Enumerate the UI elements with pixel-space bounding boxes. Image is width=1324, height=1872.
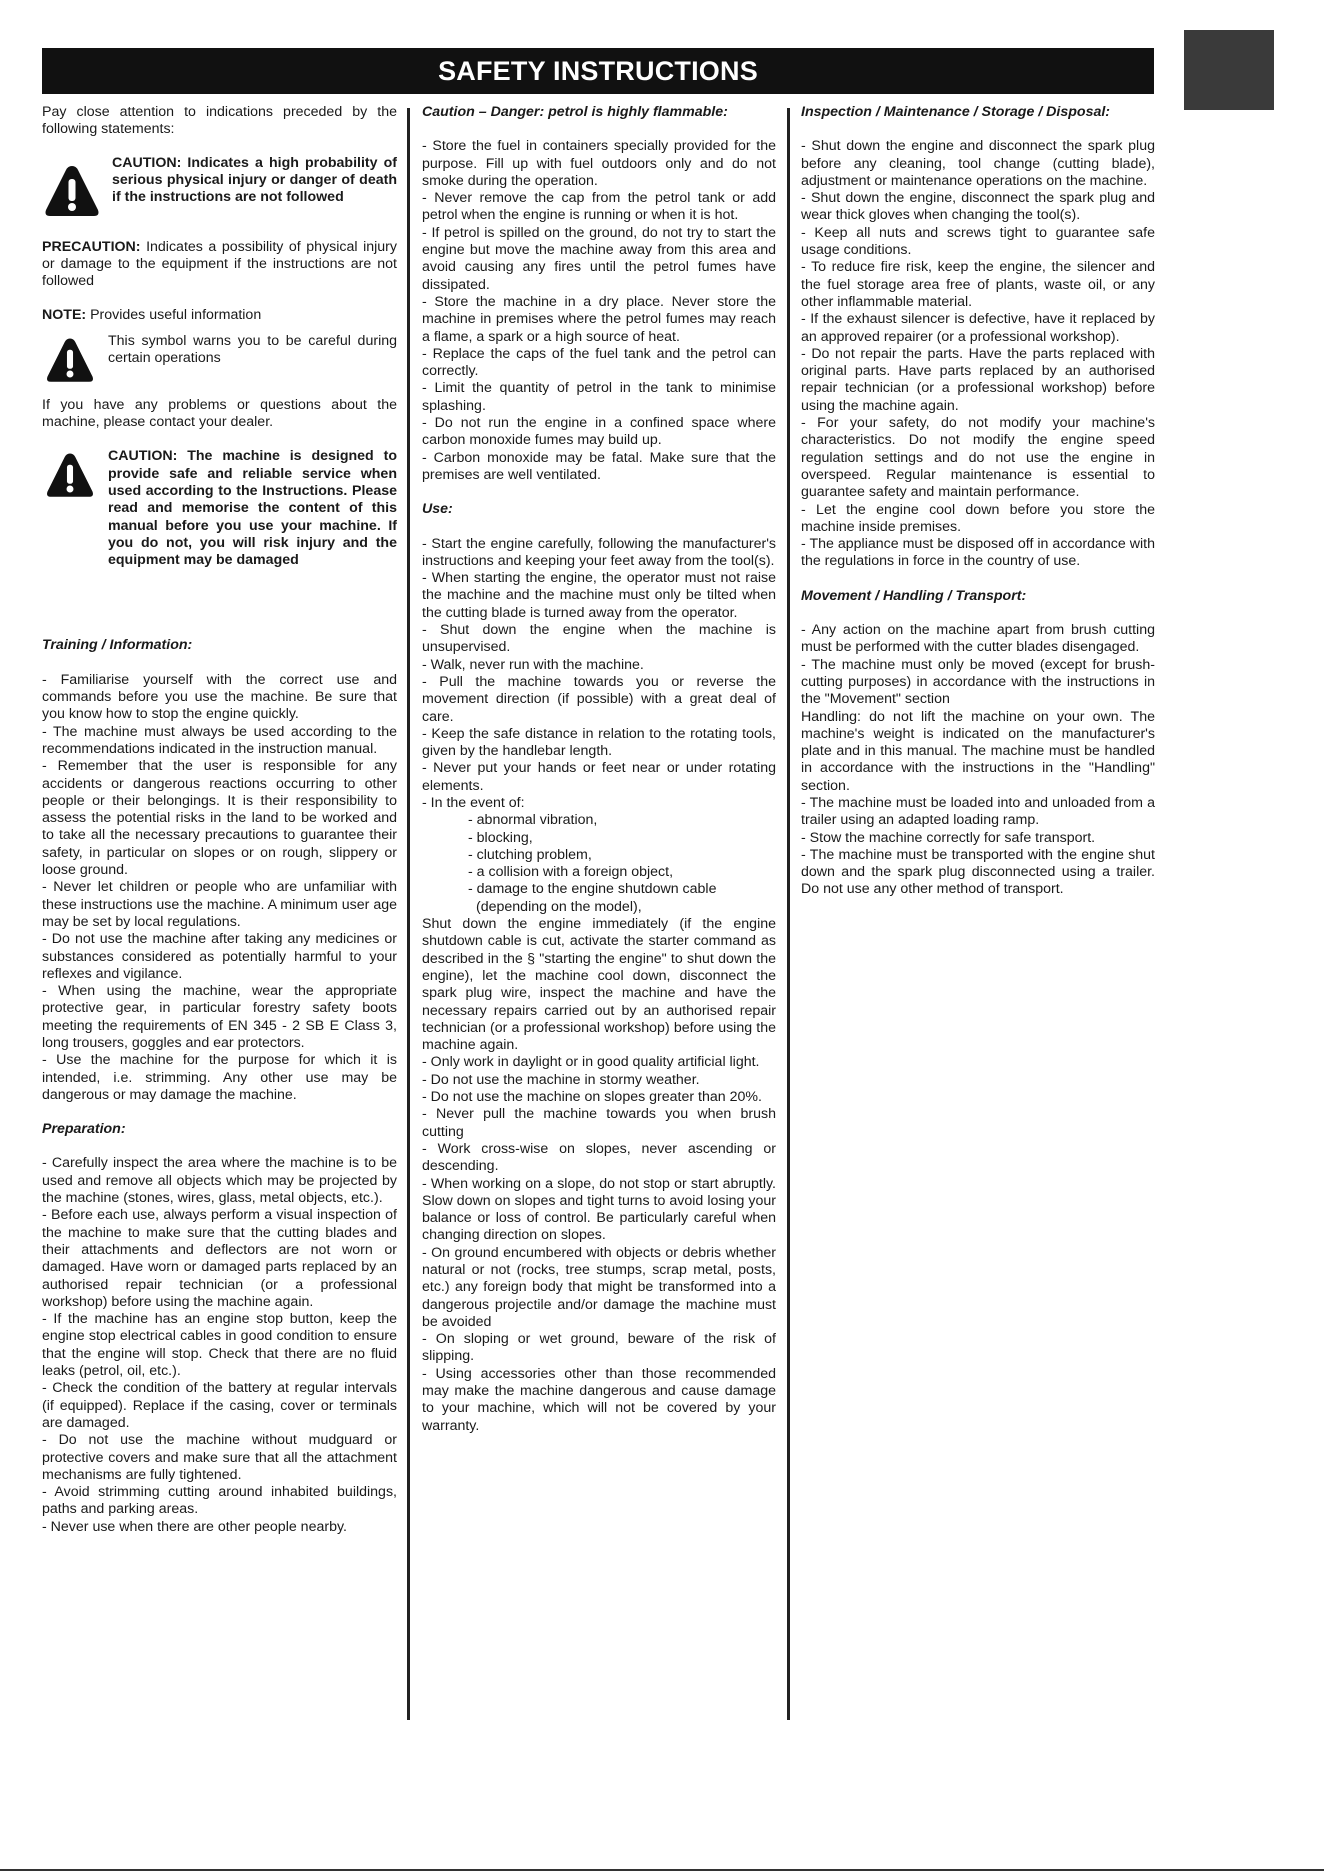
- list-item: (depending on the model),: [476, 898, 642, 915]
- list-item: - Shut down the engine, disconnect the spark plug and wear thick gloves when changing the tool(s).: [801, 190, 1155, 224]
- column-divider: [787, 108, 790, 1720]
- list-item: - When using the machine, wear the appropriate protective gear, in particular forestry safety boots meeting the requirements of EN 345 - 2 SB E Class 3, long trousers, goggles and ear protectors.: [42, 983, 397, 1051]
- list-item: - Replace the caps of the fuel tank and the petrol can correctly.: [422, 345, 776, 380]
- list-item: - blocking,: [468, 829, 533, 846]
- list-item: - For your safety, do not modify your machine's characteristics. Do not modify the engine speed regulation settings and do not use the engine in overspeed. Regular maintenance is essential to guarantee safety and maintain performance.: [801, 415, 1155, 501]
- list-item: - To reduce fire risk, keep the engine, the silencer and the fuel storage area free of plants, waste oil, or any other inflammable material.: [801, 259, 1155, 310]
- list-item: - Use the machine for the purpose for which it is intended, i.e. strimming. Any other use may be dangerous or may damage the machine.: [42, 1052, 397, 1103]
- list-item: - Check the condition of the battery at regular intervals (if equipped). Replace if the casing, cover or terminals are damaged.: [42, 1380, 397, 1431]
- list-item: - Avoid strimming cutting around inhabited buildings, paths and parking areas.: [42, 1484, 397, 1518]
- list-item: - Keep all nuts and screws tight to guarantee safe usage conditions.: [801, 224, 1155, 259]
- list-item: Handling: do not lift the machine on your own. The machine's weight is indicated on the manufacturer's plate and in this manual. The machine must be handled in accordance with the instructions in the "Handling" section.: [801, 708, 1155, 794]
- list-item: - Do not use the machine on slopes greater than 20%.: [422, 1089, 762, 1106]
- list-item: - Never pull the machine towards you when brush cutting: [422, 1106, 776, 1140]
- contact-text: If you have any problems or questions about the machine, please contact your dealer.: [42, 396, 397, 431]
- list-item: - Do not run the engine in a confined space where carbon monoxide fumes may build up.: [422, 415, 776, 449]
- precaution-label: PRECAUTION:: [42, 238, 141, 255]
- caution-text: CAUTION: Indicates a high probability of serious physical injury or danger of death if the instructions are not followed: [112, 154, 397, 206]
- list-item: - Do not use the machine without mudguard or protective covers and make sure that all the attachment mechanisms are fully tightened.: [42, 1432, 397, 1483]
- list-item: - Carbon monoxide may be fatal. Make sure that the premises are well ventilated.: [422, 449, 776, 483]
- page-bottom-border: [0, 1869, 1324, 1871]
- column-3: [801, 104, 1155, 899]
- list-item: - The machine must always be used according to the recommendations indicated in the instruction manual.: [42, 723, 397, 757]
- training-heading: Training / Information:: [42, 637, 193, 654]
- list-item: - damage to the engine shutdown cable: [468, 881, 717, 898]
- list-item: - Never remove the cap from the petrol tank or add petrol when the engine is running or when it is hot.: [422, 190, 776, 224]
- language-tab: [1184, 30, 1274, 110]
- list-item: - Shut down the engine and disconnect the spark plug before any cleaning, tool change (cutting blade), adjustment or maintenance operations on the machine.: [801, 138, 1155, 189]
- symbol-block: [42, 331, 397, 387]
- note-text: [42, 307, 397, 324]
- column-1: [42, 104, 397, 1536]
- column-divider: [407, 108, 410, 1720]
- warning-icon: [42, 450, 98, 502]
- list-item: - The machine must be transported with the engine shut down and the spark plug disconnected using a trailer. Do not use any other method of transport.: [801, 846, 1155, 898]
- list-item: - Keep the safe distance in relation to the rotating tools, given by the handlebar length.: [422, 725, 776, 760]
- list-item: - Any action on the machine apart from brush cutting must be performed with the cutter blades disengaged.: [801, 622, 1155, 656]
- list-item: - clutching problem,: [468, 846, 592, 863]
- list-item: - Shut down the engine when the machine is unsupervised.: [422, 622, 776, 656]
- list-item: - Store the fuel in containers specially provided for the purpose. Fill up with fuel outdoors only and do not smoke during the operation.: [422, 138, 776, 189]
- list-item: - When working on a slope, do not stop or start abruptly. Slow down on slopes and tight turns to avoid losing your balance or loss of control. Be particularly careful when changing direction on slopes.: [422, 1175, 776, 1244]
- list-item: - Only work in daylight or in good quality artificial light.: [422, 1054, 760, 1071]
- use-heading: Use:: [422, 501, 453, 518]
- list-item: - If the machine has an engine stop button, keep the engine stop electrical cables in good condition to ensure that the engine will stop. Check that there are no fluid leaks (petrol, oil, etc.).: [42, 1311, 397, 1380]
- precaution-description: Indicates a possibility of physical injury or damage to the equipment if the instructions are not followed: [42, 238, 397, 290]
- note-label: NOTE:: [42, 307, 87, 324]
- list-item: - In the event of:: [422, 794, 525, 811]
- warning-icon: [42, 162, 102, 222]
- intro-text: Pay close attention to indications preceded by the following statements:: [42, 104, 397, 138]
- list-item: - If the exhaust silencer is defective, have it replaced by an approved repairer (or a professional workshop).: [801, 311, 1155, 345]
- caution-block: [42, 156, 397, 222]
- petrol-heading: Caution – Danger: petrol is highly flammable:: [422, 104, 728, 120]
- list-item: - If petrol is spilled on the ground, do not try to start the engine but move the machine away from this area and avoid causing any fires until the petrol fumes have dissipated.: [422, 224, 776, 293]
- list-item: - Carefully inspect the area where the machine is to be used and remove all objects which may be projected by the machine (stones, wires, glass, metal objects, etc.).: [42, 1155, 397, 1207]
- list-item: - The machine must only be moved (except for brush-cutting purposes) in accordance with the instructions in the "Movement" section: [801, 656, 1155, 708]
- list-item: - Do not repair the parts. Have the parts replaced with original parts. Have parts replaced by an authorised repair technician (or a professional workshop) before using the machine again.: [801, 345, 1155, 414]
- list-item: - Let the engine cool down before you store the machine inside premises.: [801, 501, 1155, 535]
- list-item: - Store the machine in a dry place. Never store the machine in premises where the petrol fumes may reach a flame, a spark or a high source of heat.: [422, 293, 776, 345]
- list-item: - Never use when there are other people nearby.: [42, 1518, 347, 1535]
- list-item: - On ground encumbered with objects or debris whether natural or not (rocks, tree stumps, scrap metal, posts, etc.) any foreign body that might be transformed into a dangerous projectile and/or damage the machine must be avoided: [422, 1244, 776, 1330]
- caution-block: [42, 448, 397, 569]
- movement-heading: Movement / Handling / Transport:: [801, 587, 1027, 604]
- list-item: - The machine must be loaded into and unloaded from a trailer using an adapted loading ramp.: [801, 794, 1155, 829]
- list-item: - Start the engine carefully, following the manufacturer's instructions and keeping your feet away from the tool(s).: [422, 535, 776, 569]
- list-item: - Do not use the machine after taking any medicines or substances considered as potentially harmful to your reflexes and vigilance.: [42, 931, 397, 982]
- column-2: [422, 104, 776, 1435]
- list-item: - On sloping or wet ground, beware of the risk of slipping.: [422, 1331, 776, 1365]
- list-item: - Before each use, always perform a visual inspection of the machine to make sure that the cutting blades and their attachments and deflectors are not worn or damaged. Have worn or damaged parts replaced by an authorised repair technician (or a professional workshop) before using the machine again.: [42, 1207, 397, 1310]
- list-item: - Never put your hands or feet near or under rotating elements.: [422, 760, 776, 794]
- list-item: - Remember that the user is responsible for any accidents or dangerous reactions occurring to other people or their belongings. It is their responsibility to assess the potential risks in the land to be worked and to take all the necessary precautions to guarantee their safety, in particular on slopes or on rough, slippery or loose ground.: [42, 758, 397, 879]
- list-item: - a collision with a foreign object,: [468, 864, 674, 881]
- precaution-text: [42, 239, 397, 291]
- note-description: Provides useful information: [86, 307, 262, 324]
- list-item: - Limit the quantity of petrol in the tank to minimise splashing.: [422, 380, 776, 414]
- symbol-note: This symbol warns you to be careful during certain operations: [108, 332, 397, 367]
- list-item: - Familiarise yourself with the correct use and commands before you use the machine. Be sure that you know how to stop the engine quickly.: [42, 671, 397, 723]
- list-item: - abnormal vibration,: [468, 812, 598, 829]
- list-item: - Walk, never run with the machine.: [422, 656, 644, 673]
- caution-text: CAUTION: The machine is designed to provide safe and reliable service when used according to the Instructions. Please read and memorise the content of this manual before you use your machine. If you do not, you will risk injury and the equipment may be damaged: [108, 448, 397, 569]
- warning-icon: [42, 335, 98, 387]
- list-item: - When starting the engine, the operator must not raise the machine and the machine must only be tilted when the cutting blade is turned away from the operator.: [422, 570, 776, 621]
- list-item: - Using accessories other than those recommended may make the machine dangerous and cause damage to your machine, which will not be covered by your warranty.: [422, 1365, 776, 1434]
- preparation-heading: Preparation:: [42, 1121, 126, 1138]
- list-item: - The appliance must be disposed off in accordance with the regulations in force in the country of use.: [801, 536, 1155, 570]
- page-title: SAFETY INSTRUCTIONS: [42, 48, 1154, 94]
- list-item: - Pull the machine towards you or reverse the movement direction (if possible) with a great deal of care.: [422, 673, 776, 725]
- list-item: - Never let children or people who are unfamiliar with these instructions use the machine. A minimum user age may be set by local regulations.: [42, 879, 397, 930]
- list-item: - Do not use the machine in stormy weather.: [422, 1071, 700, 1088]
- event-list: [422, 812, 776, 916]
- list-item: - Work cross-wise on slopes, never ascending or descending.: [422, 1140, 776, 1175]
- list-item: - Stow the machine correctly for safe transport.: [801, 829, 1096, 846]
- list-item: Shut down the engine immediately (if the engine shutdown cable is cut, activate the starter command as described in the § "starting the engine" to shut down the engine), let the machine cool down, disconnect the spark plug wire, inspect the machine and have the necessary repairs carried out by an authorised repair technician (or a professional workshop) before using the machine again.: [422, 916, 776, 1054]
- inspection-heading: Inspection / Maintenance / Storage / Disposal:: [801, 104, 1111, 120]
